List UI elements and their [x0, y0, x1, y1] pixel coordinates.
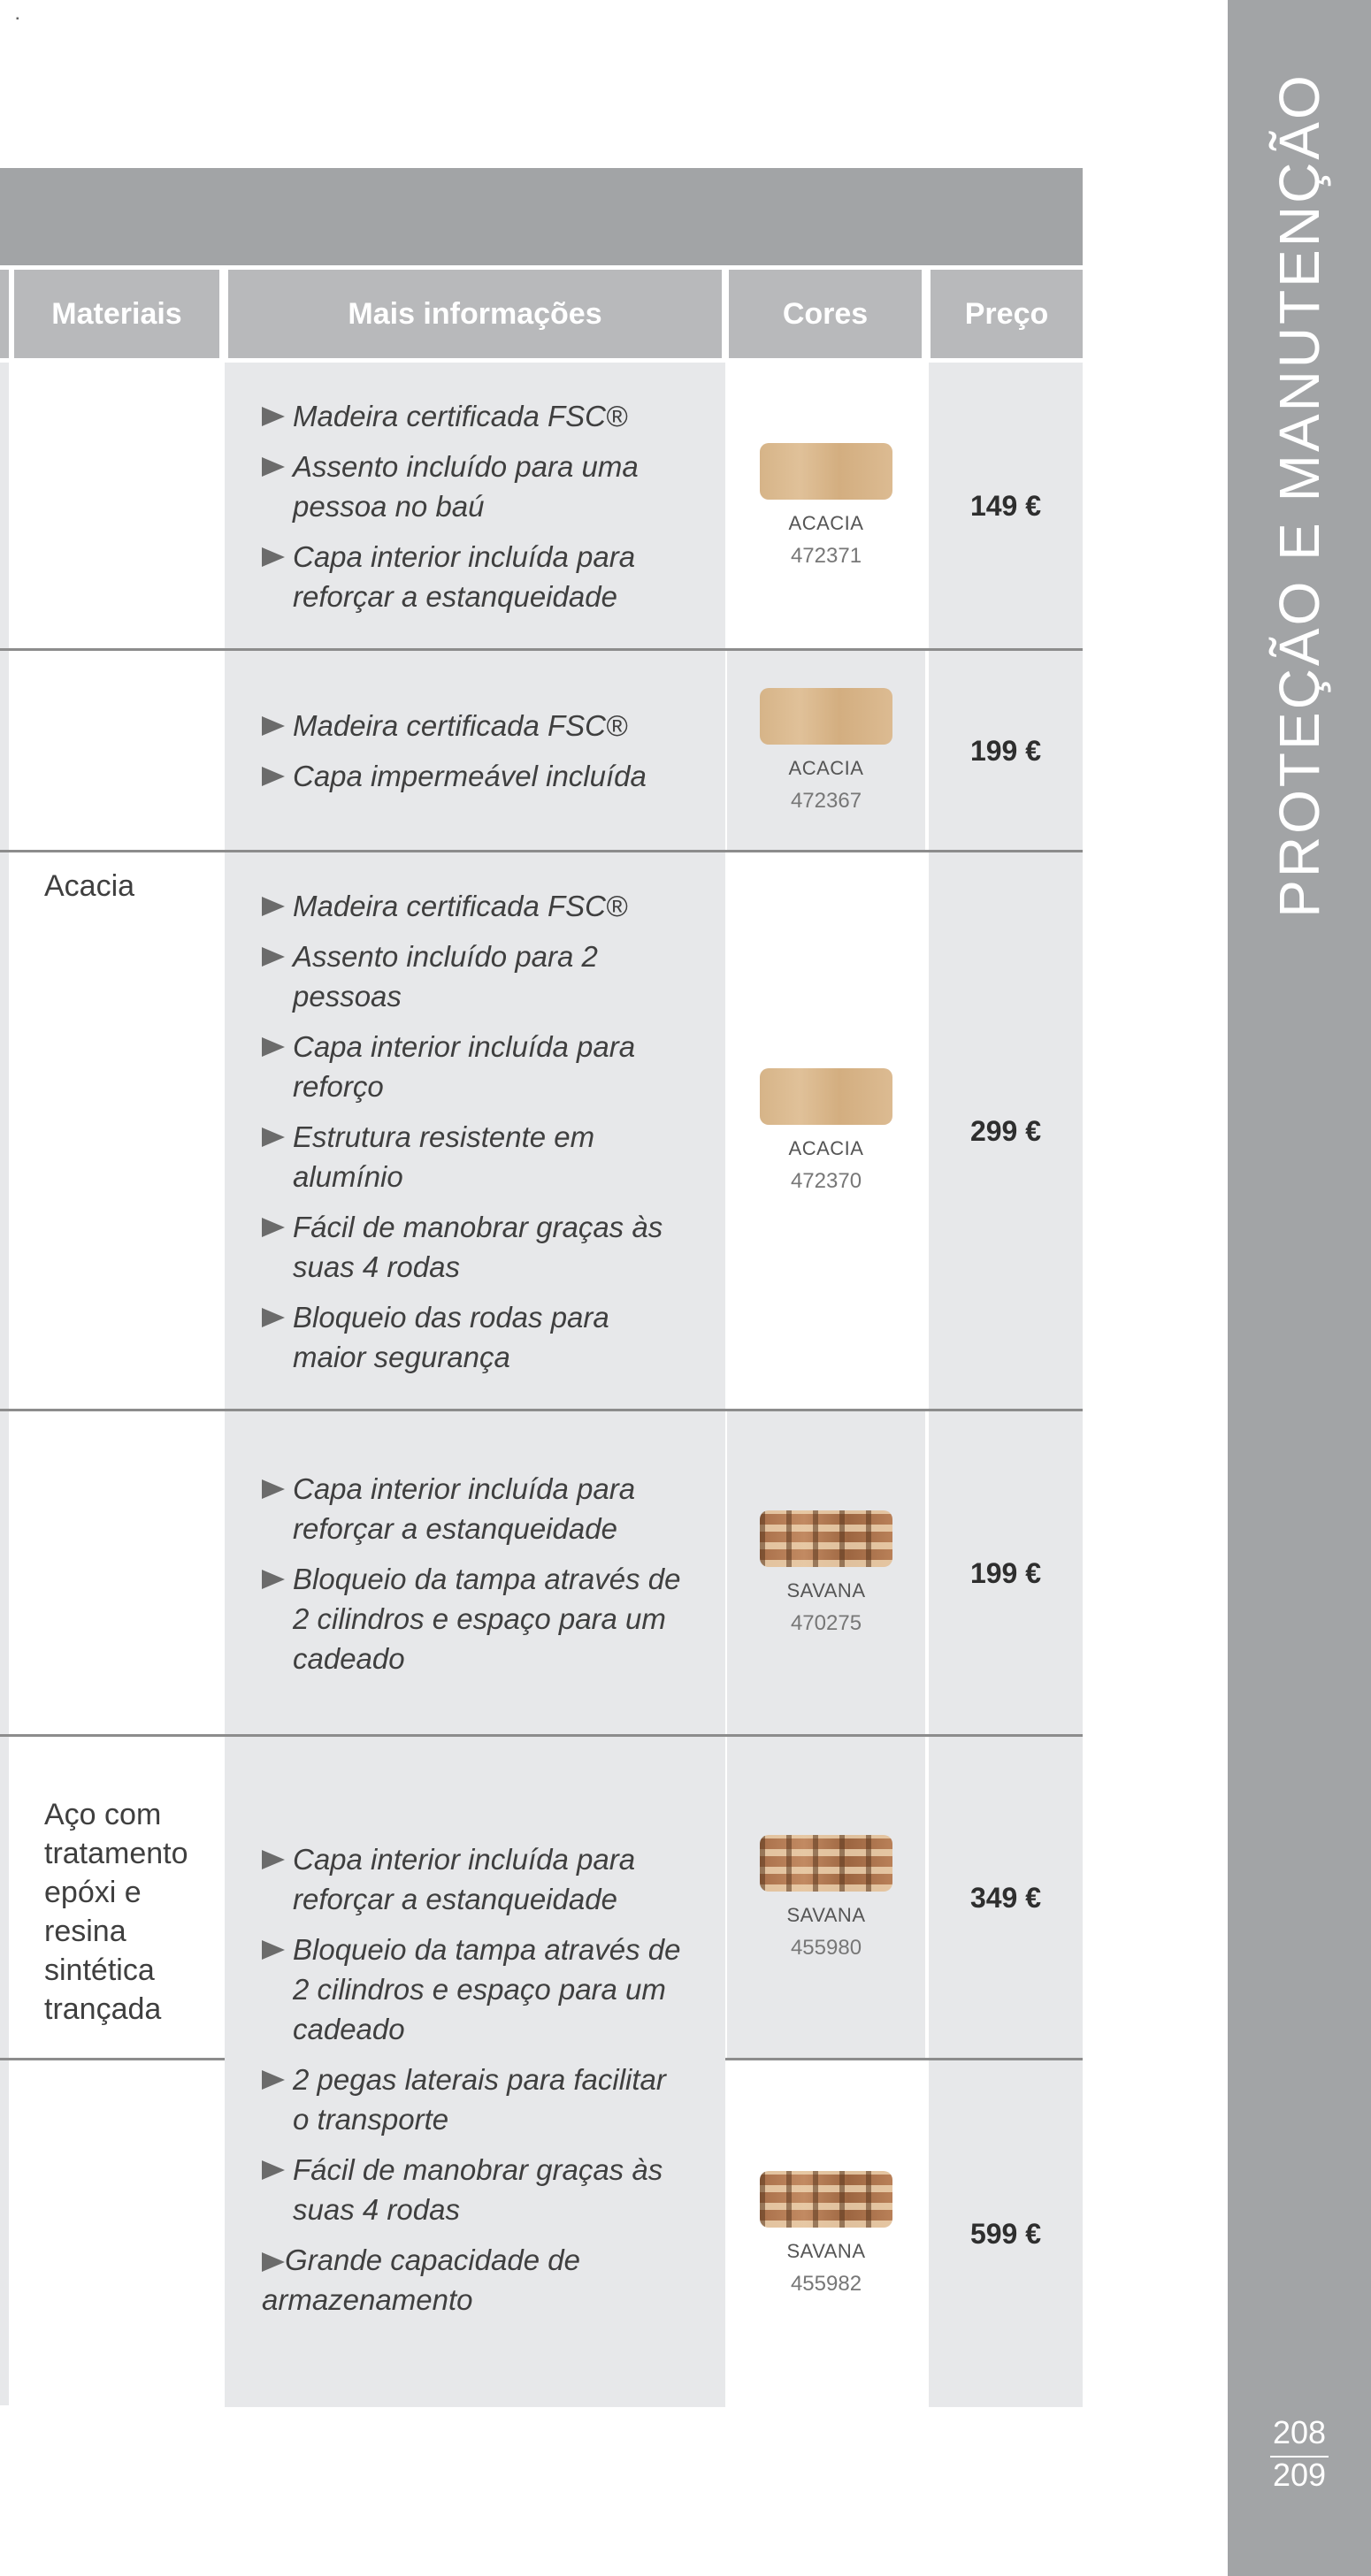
bullet-arrow-icon [262, 1940, 285, 1960]
section-title [1228, 0, 1371, 990]
info-bullet: Madeira certificada FSC® [262, 886, 690, 926]
color-code: 472367 [790, 789, 862, 813]
info-bullet: Capa impermeável incluída [262, 756, 690, 796]
color-swatch-savana [760, 2171, 892, 2228]
color-swatch-acacia [760, 688, 892, 745]
info-bullet: Assento incluído para uma pessoa no baú [262, 447, 690, 526]
color-cell-row4 [727, 1411, 925, 1735]
color-swatch-acacia [760, 443, 892, 500]
info-bullet: Capa interior incluída para reforçar a estanqueidade [262, 1839, 690, 1919]
info-bullet: Grande capacidade de armazenamento [262, 2243, 580, 2316]
color-code: 455980 [790, 1936, 862, 1960]
table-top-band [0, 168, 1083, 265]
color-code: 472371 [790, 544, 862, 568]
bullet-arrow-icon [262, 767, 285, 786]
price-cell-row2: 199 € [929, 651, 1083, 851]
price-cell-row6: 599 € [929, 2060, 1083, 2407]
color-cell-row6 [727, 2060, 925, 2407]
bullet-arrow-icon [262, 2252, 285, 2272]
color-code: 455982 [790, 2272, 862, 2296]
info-cell-row5 [225, 1737, 725, 2407]
bullet-arrow-icon [262, 1850, 285, 1869]
bullet-arrow-icon [262, 1218, 285, 1237]
bullet-arrow-icon [262, 2070, 285, 2090]
info-cell-row4 [225, 1411, 725, 1735]
color-cell-row5 [727, 1737, 925, 2059]
page-number-right: 209 [1272, 2457, 1327, 2493]
info-cell-row3 [225, 852, 725, 1410]
left-edge-strip [0, 363, 9, 2405]
material-steel: Aço com tratamento epóxi e resina sintética trançada [44, 1798, 188, 2026]
header-price: Preço [931, 270, 1083, 358]
color-swatch-acacia [760, 1068, 892, 1125]
header-left-stub [0, 270, 9, 358]
header-more-info: Mais informações [228, 270, 722, 358]
info-bullet: Madeira certificada FSC® [262, 706, 690, 745]
bullet-arrow-icon [262, 1570, 285, 1589]
bullet-arrow-icon [262, 407, 285, 426]
row-divider-left [0, 2058, 225, 2060]
bullet-arrow-icon [262, 947, 285, 967]
material-acacia: Acacia [44, 869, 135, 903]
header-materials: Materiais [14, 270, 219, 358]
color-cell-row1 [727, 363, 925, 649]
color-name: SAVANA [786, 1579, 866, 1601]
info-cell-row1 [225, 363, 725, 649]
bullet-arrow-icon [262, 897, 285, 916]
color-name: SAVANA [786, 2240, 866, 2262]
color-code: 470275 [790, 1611, 862, 1635]
info-bullet: Capa interior incluída para reforçar a estanqueidade [262, 537, 690, 616]
color-code: 472370 [790, 1169, 862, 1193]
price-cell-row1: 149 € [929, 363, 1083, 649]
bullet-arrow-icon [262, 1479, 285, 1499]
color-name: ACACIA [788, 757, 864, 779]
bullet-arrow-icon [262, 547, 285, 567]
info-bullet: 2 pegas laterais para facilitar o transporte [262, 2060, 690, 2139]
color-swatch-savana [760, 1835, 892, 1892]
info-bullet: Bloqueio das rodas para maior segurança [262, 1297, 690, 1377]
color-cell-row3 [727, 852, 925, 1410]
info-bullet: Estrutura resistente em alumínio [262, 1117, 690, 1196]
info-bullet: Bloqueio da tampa através de 2 cilindros e espaço para um cadeado [262, 1930, 690, 2049]
bullet-arrow-icon [262, 1308, 285, 1327]
price-cell-row5: 349 € [929, 1737, 1083, 2059]
color-name: ACACIA [788, 1137, 864, 1159]
bullet-arrow-icon [262, 1037, 285, 1057]
section-title-text: PROTEÇÃO E MANUTENÇÃO [1268, 73, 1331, 918]
info-bullet: Bloqueio da tampa através de 2 cilindros e espaço para um cadeado [262, 1559, 690, 1678]
bullet-arrow-icon [262, 457, 285, 477]
info-bullet: Madeira certificada FSC® [262, 396, 690, 436]
color-name: ACACIA [788, 512, 864, 534]
info-bullet: Fácil de manobrar graças às suas 4 rodas [262, 1207, 690, 1287]
info-bullet: Assento incluído para 2 pessoas [262, 936, 690, 1016]
color-cell-row2 [727, 651, 925, 851]
header-colors: Cores [729, 270, 922, 358]
info-bullet: Capa interior incluída para reforço [262, 1027, 690, 1106]
corner-mark: ▪ [16, 14, 19, 24]
price-cell-row4: 199 € [929, 1411, 1083, 1735]
page-number-left: 208 [1272, 2414, 1327, 2450]
color-swatch-savana [760, 1510, 892, 1567]
color-name: SAVANA [786, 1904, 866, 1926]
info-bullet: Fácil de manobrar graças às suas 4 rodas [262, 2150, 690, 2229]
info-bullet: Capa interior incluída para reforçar a estanqueidade [262, 1469, 690, 1548]
bullet-arrow-icon [262, 1127, 285, 1147]
bullet-arrow-icon [262, 716, 285, 736]
bullet-arrow-icon [262, 2160, 285, 2180]
price-cell-row3: 299 € [929, 852, 1083, 1410]
info-cell-row2 [225, 651, 725, 851]
